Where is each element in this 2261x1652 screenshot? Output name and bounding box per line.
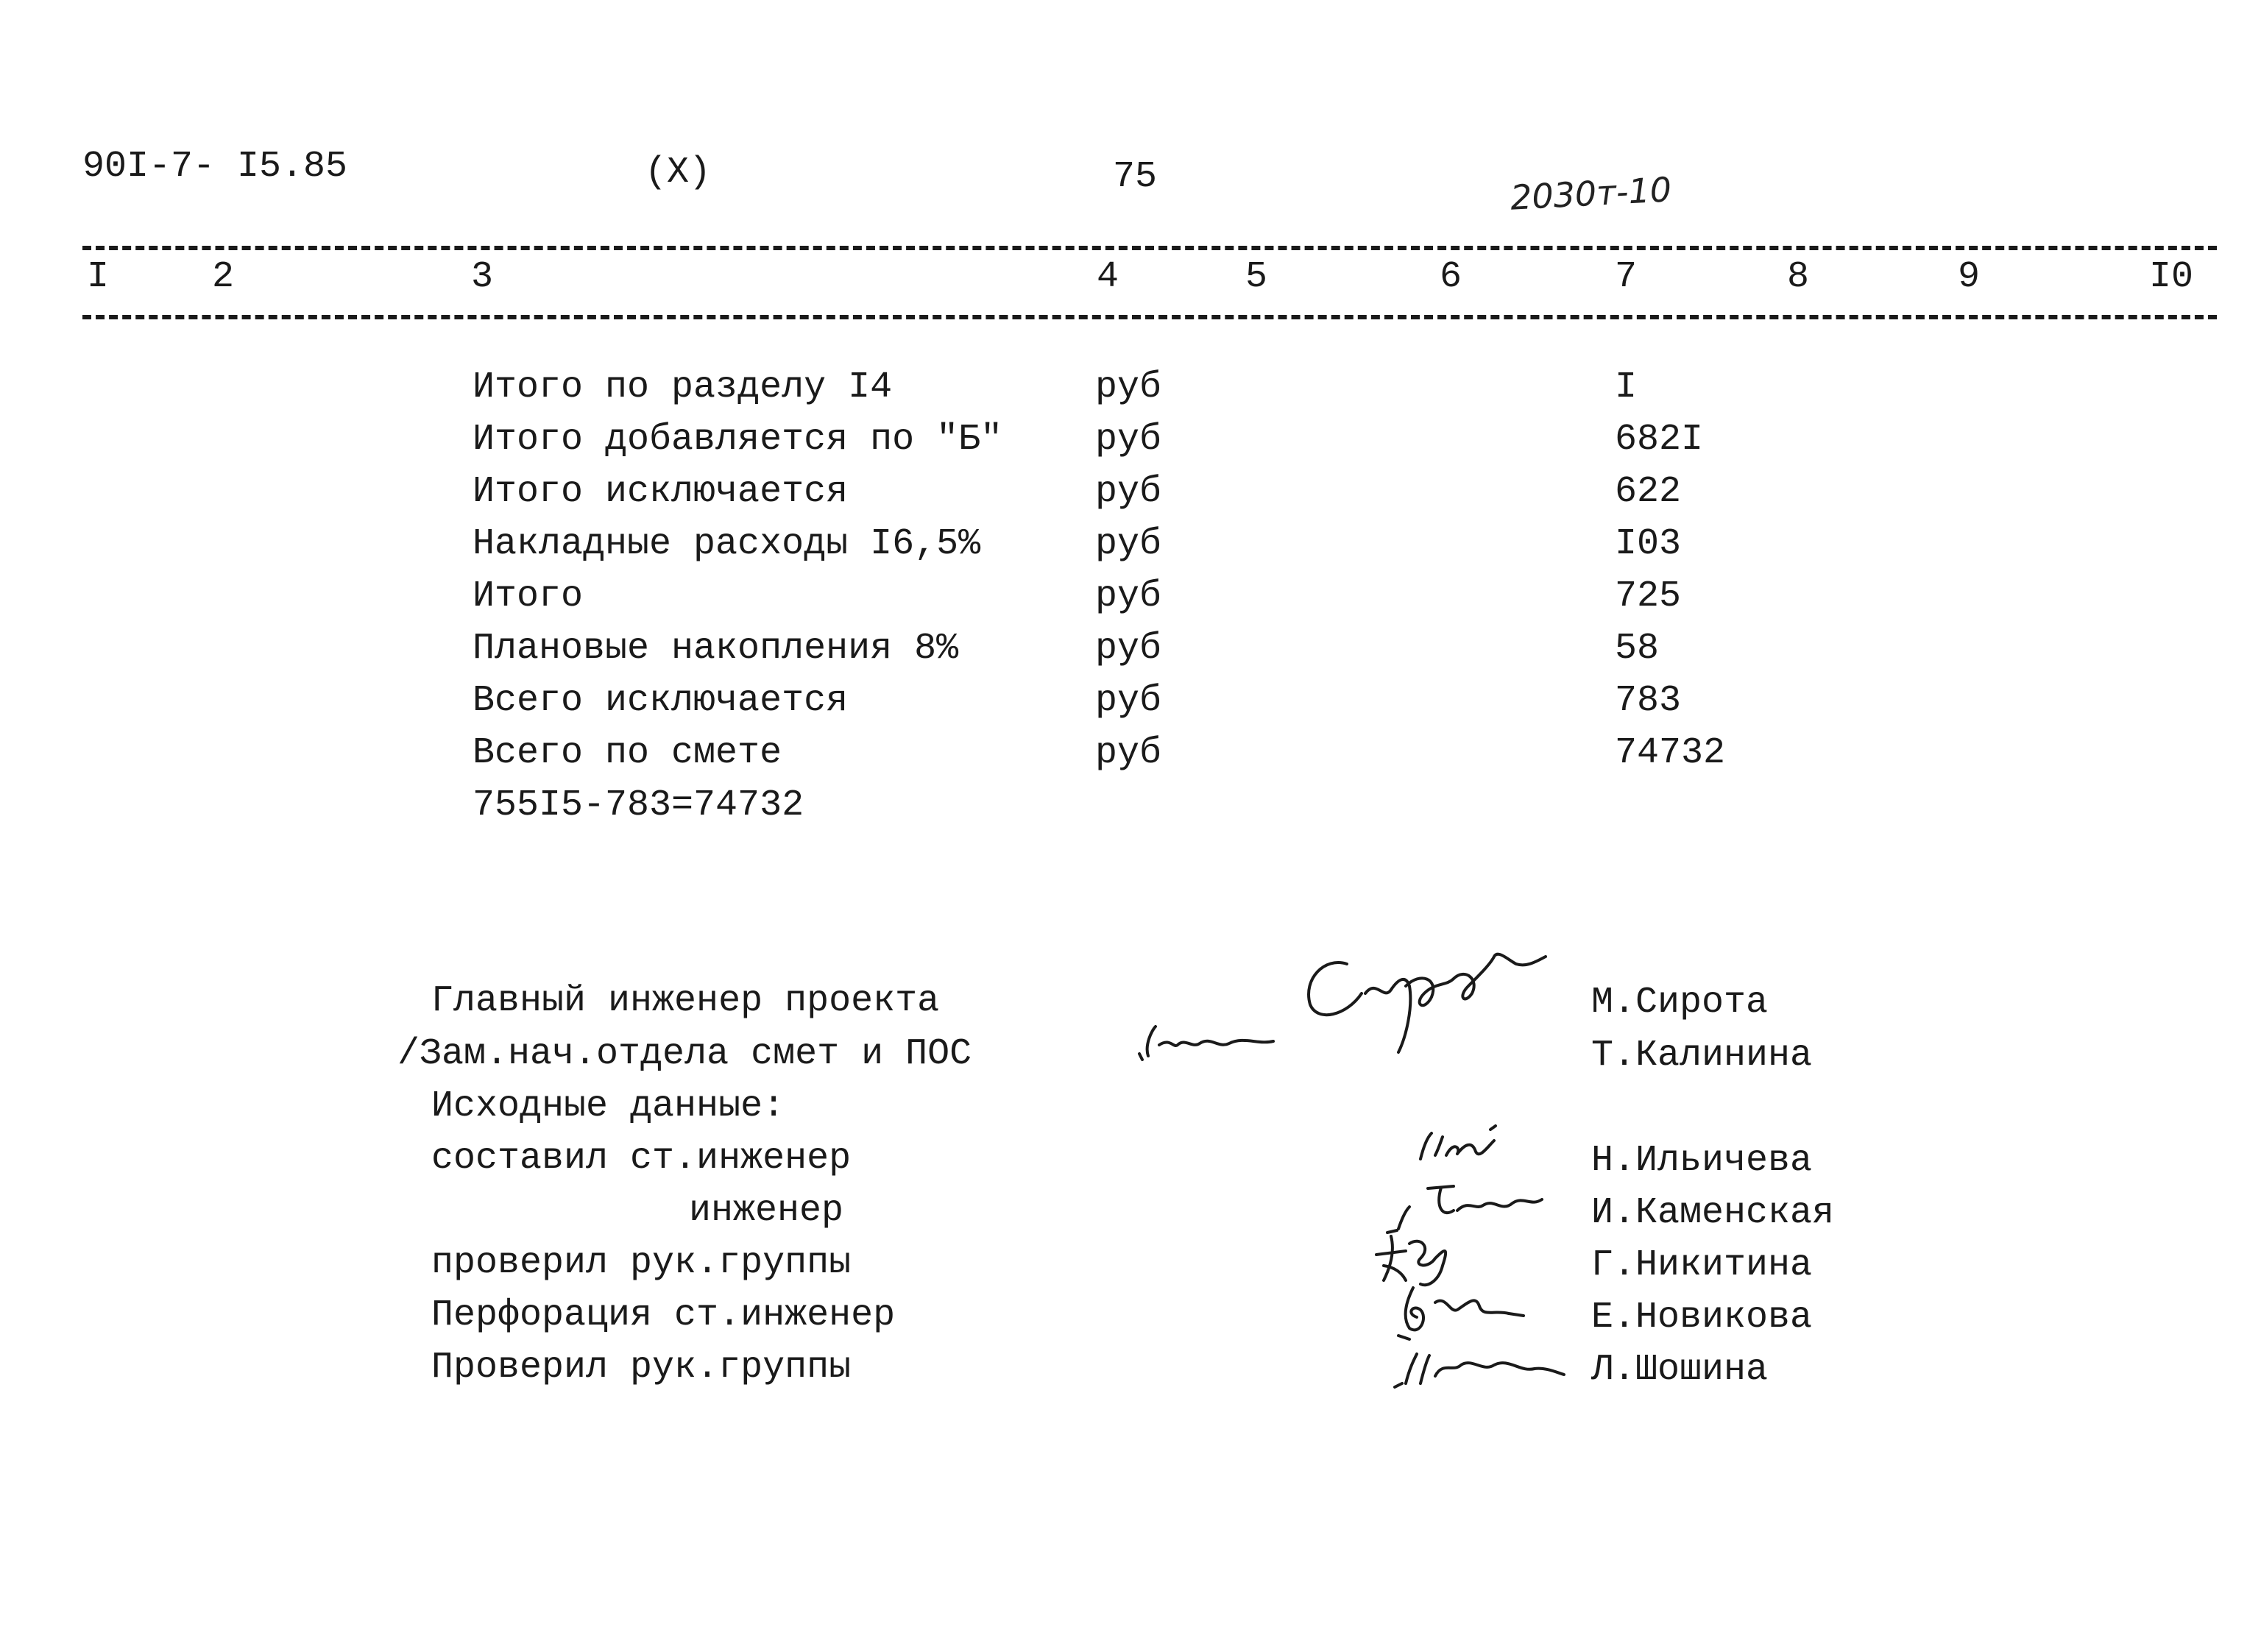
signatory-name: Л.Шошина bbox=[1591, 1349, 1769, 1391]
signatory-role: /Зам.нач.отдела смет и ПОС bbox=[397, 1033, 972, 1075]
row-value: 682I bbox=[1615, 419, 1704, 461]
column-number: 7 bbox=[1615, 256, 1638, 298]
row-unit: руб bbox=[1095, 628, 1162, 670]
signatory-role: инженер bbox=[689, 1190, 844, 1232]
signatory-role: Проверил рук.группы bbox=[431, 1347, 852, 1389]
document-mark: (X) bbox=[645, 152, 712, 194]
row-unit: руб bbox=[1095, 575, 1162, 617]
row-label: Итого по разделу I4 bbox=[473, 366, 893, 408]
signatory-name: Г.Никитина bbox=[1591, 1244, 1813, 1286]
signature-sirota bbox=[1295, 935, 1560, 1060]
row-value: 74732 bbox=[1615, 732, 1726, 774]
column-number: 6 bbox=[1440, 256, 1462, 298]
row-value: 725 bbox=[1615, 575, 1682, 617]
signatory-role: Исходные данные: bbox=[431, 1085, 785, 1127]
row-unit: руб bbox=[1095, 419, 1162, 461]
signatory-role: составил ст.инженер bbox=[431, 1138, 852, 1180]
signature-kalinina bbox=[1133, 1015, 1288, 1067]
row-label: Плановые накопления 8% bbox=[473, 628, 959, 670]
signatory-role: Перфорация ст.инженер bbox=[431, 1294, 896, 1336]
column-number: I bbox=[87, 256, 110, 298]
row-value: 58 bbox=[1615, 628, 1660, 670]
row-label: Итого bbox=[473, 575, 584, 617]
column-number: I0 bbox=[2149, 256, 2194, 298]
row-label: Накладные расходы I6,5% bbox=[473, 523, 981, 565]
column-number: 8 bbox=[1787, 256, 1810, 298]
signatory-role: проверил рук.группы bbox=[431, 1242, 852, 1284]
row-unit: руб bbox=[1095, 366, 1162, 408]
column-number: 2 bbox=[212, 256, 235, 298]
signatory-name: И.Каменская bbox=[1591, 1192, 1835, 1234]
row-label: Итого исключается bbox=[473, 471, 849, 513]
bottom-dashed-rule bbox=[82, 315, 2217, 319]
row-value: I03 bbox=[1615, 523, 1682, 565]
signatory-name: Т.Калинина bbox=[1591, 1035, 1813, 1077]
row-unit: руб bbox=[1095, 471, 1162, 513]
row-value: 783 bbox=[1615, 680, 1682, 722]
row-label: Всего по смете bbox=[473, 732, 782, 774]
page-number: 75 bbox=[1113, 156, 1158, 198]
signature-shoshina bbox=[1391, 1332, 1568, 1398]
handwritten-reference: 2030т-10 bbox=[1509, 169, 1673, 218]
top-dashed-rule bbox=[82, 246, 2217, 250]
column-number: 9 bbox=[1958, 256, 1981, 298]
column-number: 4 bbox=[1097, 256, 1119, 298]
row-unit: руб bbox=[1095, 732, 1162, 774]
row-label: Всего исключается bbox=[473, 680, 849, 722]
signatory-name: Н.Ильичева bbox=[1591, 1140, 1813, 1182]
row-label: Итого добавляется по "Б" bbox=[473, 419, 1003, 461]
row-value: 622 bbox=[1615, 471, 1682, 513]
document-code: 90I-7- I5.85 bbox=[82, 146, 348, 188]
signature-ilicheva bbox=[1413, 1119, 1516, 1170]
row-unit: руб bbox=[1095, 523, 1162, 565]
column-number: 3 bbox=[471, 256, 494, 298]
signatory-role: Главный инженер проекта bbox=[431, 980, 940, 1022]
signatory-name: М.Сирота bbox=[1591, 982, 1769, 1024]
row-unit: руб bbox=[1095, 680, 1162, 722]
signatory-name: Е.Новикова bbox=[1591, 1297, 1813, 1339]
row-value: I bbox=[1615, 366, 1638, 408]
calculation-line: 755I5-783=74732 bbox=[473, 784, 804, 826]
column-number: 5 bbox=[1245, 256, 1268, 298]
